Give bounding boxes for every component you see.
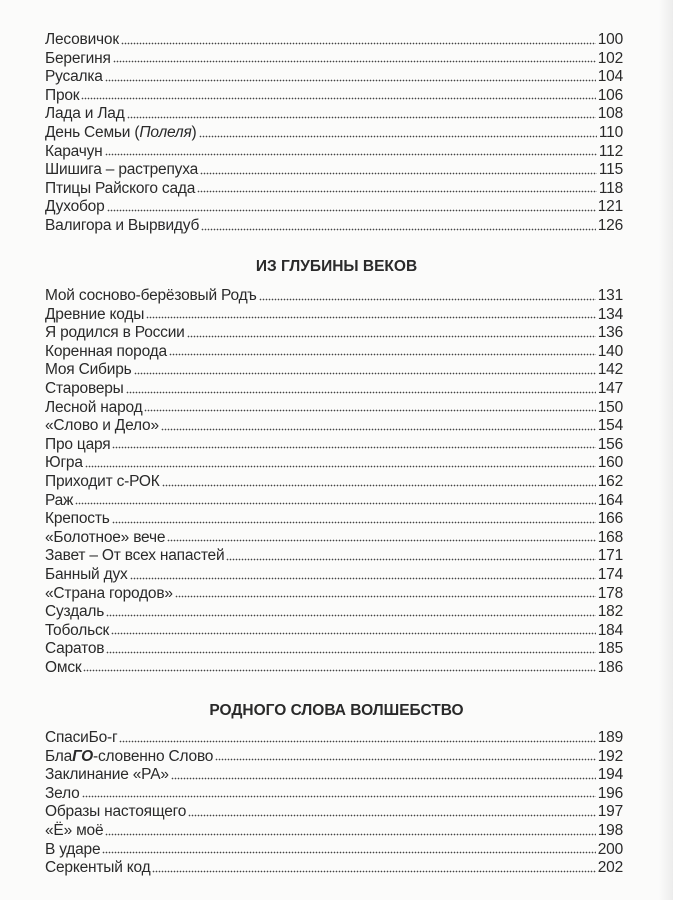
toc-entry[interactable] [45, 31, 623, 50]
entry-title-part: Завет – От всех напастей [45, 547, 225, 565]
entry-title-part: ГО [72, 747, 94, 765]
entry-title [45, 473, 160, 491]
entry-title [45, 766, 169, 784]
page-number: 185 [597, 640, 623, 658]
entry-title-part: Заклинание «РА» [45, 766, 169, 784]
entry-title-part: «Слово и Дело» [45, 417, 159, 435]
page-number: 200 [597, 840, 623, 858]
entry-title [45, 324, 185, 342]
page-number: 106 [597, 86, 623, 104]
toc-entry[interactable] [45, 859, 623, 878]
dot-leader [107, 209, 596, 212]
toc-entry[interactable] [45, 68, 623, 87]
dot-leader [175, 595, 596, 598]
entry-title [45, 306, 144, 324]
entry-title-part: Саратов [45, 640, 105, 658]
entry-title-part: «Болотное» вече [45, 528, 166, 546]
dot-leader [162, 484, 596, 487]
entry-title [45, 436, 110, 454]
entry-title-part: Полеля [139, 123, 192, 141]
page-number: 100 [597, 31, 623, 48]
dot-leader [106, 651, 595, 654]
dot-leader [105, 833, 595, 836]
entry-title-part: Коренная порода [45, 342, 167, 360]
dot-leader [85, 465, 596, 468]
page-number: 166 [597, 510, 623, 528]
toc-entry[interactable] [45, 217, 623, 236]
page-number: 104 [597, 68, 623, 86]
entry-title-part: Карачун [45, 142, 103, 160]
page-number: 126 [597, 216, 623, 234]
entry-title [45, 87, 79, 105]
entry-title-part: Берегиня [45, 49, 111, 67]
toc-entry[interactable] [45, 766, 623, 785]
toc-section [45, 729, 623, 878]
toc-entry[interactable] [45, 417, 623, 436]
page-number: 182 [597, 603, 623, 621]
entry-title [45, 50, 111, 68]
entry-title [45, 180, 195, 198]
toc-entry[interactable] [45, 361, 623, 380]
entry-title-part: Приходит с-РОК [45, 472, 160, 490]
page-number: 154 [597, 417, 623, 435]
page-number: 192 [597, 747, 623, 765]
dot-leader [111, 632, 596, 635]
dot-leader [75, 502, 596, 505]
entry-title-part: Я родился в России [45, 324, 185, 342]
entry-title-part: Прок [45, 86, 80, 104]
entry-title [45, 585, 173, 603]
toc-entry[interactable] [45, 622, 623, 641]
entry-title-part: Образы настоящего [45, 803, 187, 821]
entry-title [45, 659, 81, 677]
entry-title-part: Югра [45, 454, 83, 472]
entry-title-part: «Ё» моё [45, 821, 104, 839]
entry-title-part: СпасиБо-г [45, 729, 118, 746]
dot-leader [187, 335, 596, 338]
dot-leader [259, 298, 596, 301]
toc-entry[interactable] [45, 198, 623, 217]
entry-title [45, 729, 117, 747]
entry-title [45, 622, 109, 640]
dot-leader [152, 870, 595, 873]
entry-title-part: ) [191, 123, 197, 141]
page-number: 110 [598, 123, 623, 141]
entry-title [45, 785, 80, 803]
toc-entry[interactable] [45, 547, 623, 566]
entry-title [45, 417, 159, 435]
toc-entry[interactable] [45, 785, 623, 804]
entry-title [45, 399, 142, 417]
toc-entry[interactable] [45, 510, 623, 529]
dot-leader [134, 372, 596, 375]
entry-title [45, 547, 224, 565]
page-number: 112 [598, 142, 623, 160]
page-number: 160 [597, 454, 623, 472]
entry-title [45, 492, 73, 510]
entry-title [45, 343, 167, 361]
page-number: 102 [597, 49, 623, 67]
toc-entry[interactable] [45, 50, 623, 69]
toc-entry[interactable] [45, 306, 623, 325]
dot-leader [82, 795, 596, 798]
dot-leader [126, 391, 596, 394]
dot-leader [197, 190, 597, 193]
entry-title-part: Бла [45, 747, 73, 765]
page-number: 171 [597, 547, 623, 565]
toc-entry[interactable] [45, 803, 623, 822]
dot-leader [121, 42, 596, 45]
dot-leader [119, 740, 595, 743]
dot-leader [106, 614, 596, 617]
entry-title-part: Староверы [45, 379, 124, 397]
dot-leader [199, 135, 597, 138]
entry-title [45, 198, 105, 216]
entry-title [45, 161, 198, 179]
dot-leader [215, 758, 596, 761]
entry-title [45, 529, 165, 547]
dot-leader [105, 153, 597, 156]
dot-leader [169, 353, 596, 356]
page-number: 202 [597, 859, 623, 877]
toc-entry[interactable] [45, 640, 623, 659]
page-number: 140 [597, 342, 623, 360]
dot-leader [102, 851, 595, 854]
dot-leader [201, 228, 596, 231]
toc-entry[interactable] [45, 566, 623, 585]
toc-entry[interactable] [45, 287, 623, 306]
toc-entry[interactable] [45, 748, 623, 767]
entry-title-part: Моя Сибирь [45, 361, 132, 379]
toc-entry[interactable] [45, 473, 623, 492]
toc-entry[interactable] [45, 436, 623, 455]
dot-leader [200, 172, 597, 175]
page-number: 115 [598, 161, 623, 179]
entry-title-part: Банный дух [45, 565, 128, 583]
toc-entry[interactable] [45, 87, 623, 106]
entry-title-part: Лесовичок [45, 31, 119, 48]
toc-entry[interactable] [45, 585, 623, 604]
entry-title [45, 217, 199, 235]
entry-title-part: Лада и Лад [45, 105, 125, 123]
toc-entry[interactable] [45, 324, 623, 343]
page-number: 162 [597, 472, 623, 490]
page-number: 134 [597, 305, 623, 323]
entry-title [45, 287, 257, 305]
entry-title-part: День Семьи ( [45, 123, 140, 141]
entry-title [45, 748, 213, 766]
toc-entry[interactable] [45, 343, 623, 362]
page-number: 108 [597, 105, 623, 123]
entry-title [45, 566, 128, 584]
toc-entry[interactable] [45, 822, 623, 841]
toc-entry[interactable] [45, 124, 623, 143]
page-edge-shadow [659, 0, 673, 900]
entry-title-part: Русалка [45, 68, 103, 86]
entry-title [45, 454, 83, 472]
entry-title [45, 841, 100, 859]
entry-title [45, 822, 103, 840]
entry-title-part: Омск [45, 658, 82, 676]
entry-title-part: Валигора и Вырвидуб [45, 216, 200, 234]
dot-leader [146, 316, 596, 319]
entry-title-part: Суздаль [45, 603, 105, 621]
page-number: 198 [597, 821, 623, 839]
page-number: 121 [597, 198, 623, 216]
entry-title [45, 640, 104, 658]
toc-section [45, 287, 623, 677]
entry-title [45, 68, 103, 86]
page-number: 168 [597, 528, 623, 546]
toc-entry[interactable] [45, 161, 623, 180]
toc-entry[interactable] [45, 603, 623, 622]
toc-entry[interactable] [45, 492, 623, 511]
page-number: 142 [597, 361, 623, 379]
page-number: 196 [597, 784, 623, 802]
page-number: 178 [597, 584, 623, 602]
entry-title-part: Духобор [45, 198, 105, 216]
dot-leader [127, 116, 596, 119]
dot-leader [144, 409, 595, 412]
entry-title-part: Птицы Райского сада [45, 179, 196, 197]
dot-leader [171, 777, 596, 780]
page-number: 118 [598, 179, 623, 197]
entry-title-part: Тобольск [45, 621, 110, 639]
entry-title-part: Раж [45, 491, 74, 509]
page-number: 156 [597, 435, 623, 453]
toc-entry[interactable] [45, 105, 623, 124]
entry-title-part: -словенно Слово [93, 747, 214, 765]
entry-title-part: Серкентый код [45, 859, 151, 877]
entry-title [45, 143, 103, 161]
entry-title-part: В ударе [45, 840, 101, 858]
toc-entry[interactable] [45, 180, 623, 199]
page-number: 164 [597, 491, 623, 509]
toc-entry[interactable] [45, 399, 623, 418]
toc-entry[interactable] [45, 454, 623, 473]
entry-title-part: Древние коды [45, 305, 145, 323]
entry-title-part: Крепость [45, 510, 110, 528]
page-number: 150 [597, 398, 623, 416]
page-number: 189 [597, 729, 623, 746]
dot-leader [167, 539, 595, 542]
dot-leader [130, 577, 596, 580]
entry-title-part: Шишига – растрепуха [45, 161, 198, 179]
page-number: 136 [597, 324, 623, 342]
section-heading: РОДНОГО СЛОВА ВОЛШЕБСТВО [209, 702, 464, 719]
entry-title [45, 380, 124, 398]
page-number: 147 [597, 379, 623, 397]
dot-leader [113, 60, 596, 63]
entry-title-part: Лесной народ [45, 398, 143, 416]
page-number: 194 [597, 766, 623, 784]
entry-title [45, 105, 125, 123]
dot-leader [81, 97, 595, 100]
dot-leader [83, 669, 595, 672]
dot-leader [226, 558, 595, 561]
entry-title [45, 510, 110, 528]
entry-title-part: Мой сосново-берёзовый Родъ [45, 287, 257, 304]
entry-title-part: Зело [45, 784, 80, 802]
dot-leader [188, 814, 596, 817]
entry-title [45, 361, 132, 379]
toc-entry[interactable] [45, 659, 623, 678]
page-number: 186 [597, 658, 623, 676]
entry-title [45, 859, 150, 877]
dot-leader [161, 428, 596, 431]
section-heading: ИЗ ГЛУБИНЫ ВЕКОВ [255, 258, 418, 275]
toc-section [45, 31, 623, 236]
toc-entry[interactable] [45, 380, 623, 399]
toc-entry[interactable] [45, 841, 623, 860]
dot-leader [112, 521, 596, 524]
entry-title [45, 803, 186, 821]
entry-title-part: Про царя [45, 435, 111, 453]
page-number: 131 [597, 287, 623, 304]
toc-entry[interactable] [45, 529, 623, 548]
dot-leader [112, 446, 595, 449]
entry-title-part: «Страна городов» [45, 584, 173, 602]
page-number: 174 [597, 565, 623, 583]
dot-leader [105, 79, 596, 82]
toc-entry[interactable] [45, 729, 623, 748]
page-number: 184 [597, 621, 623, 639]
page-number: 197 [597, 803, 623, 821]
entry-title [45, 124, 197, 142]
entry-title [45, 603, 104, 621]
toc-entry[interactable] [45, 143, 623, 162]
entry-title [45, 31, 119, 49]
